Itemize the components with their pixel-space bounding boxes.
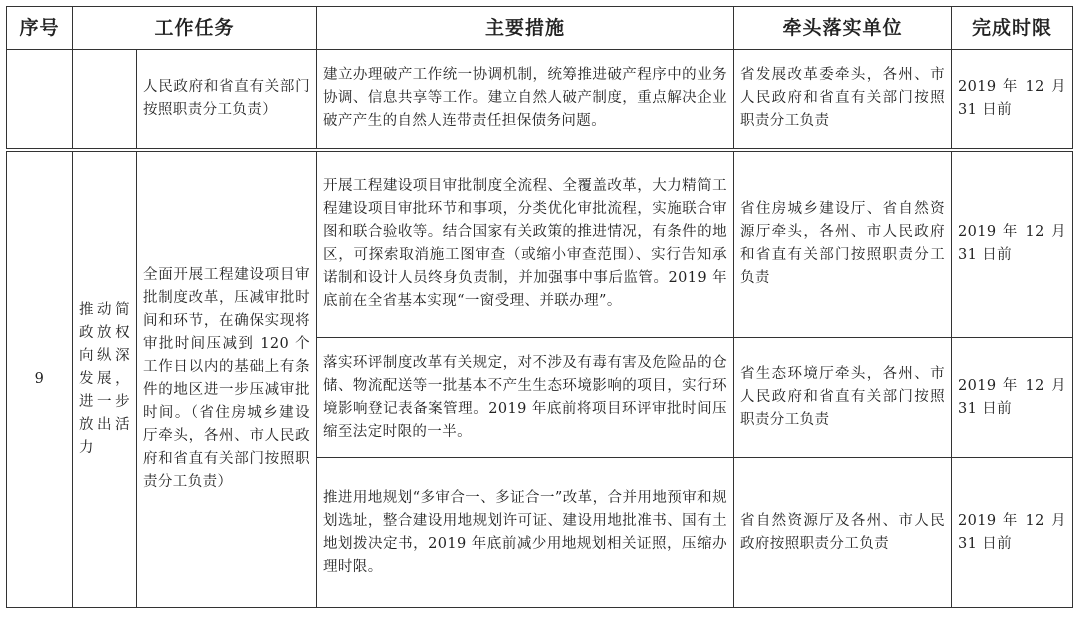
cell-lead-unit: 省住房城乡建设厅、省自然资源厅牵头，各州、市人民政府和省直有关部门按照职责分工负责 [734,150,952,338]
table-row-continued [7,50,1073,150]
cell-deadline: 2019 年 12 月 31 日前 [952,338,1073,458]
cell-task: 人民政府和省直有关部门按照职责分工负责） [137,50,317,150]
cell-measures: 建立办理破产工作统一协调机制，统筹推进破产程序中的业务协调、信息共享等工作。建立自然人破产制度，重点解决企业破产产生的自然人连带责任担保债务问题。 [317,50,734,150]
cell-task: 全面开展工程建设项目审批制度改革，压减审批时间和环节，在确保实现将审批时间压减到 120 个工作日以内的基础上有条件的地区进一步压减审批时间。（省住房城乡建设厅牵头，各州、市人民政府和省直有关部门按照职责分工负责） [137,150,317,608]
header-lead-unit: 牵头落实单位 [734,7,952,50]
cell-category-empty [73,50,137,150]
cell-lead-unit: 省生态环境厅牵头，各州、市人民政府和省直有关部门按照职责分工负责 [734,338,952,458]
cell-lead-unit: 省发展改革委牵头，各州、市人民政府和省直有关部门按照职责分工负责 [734,50,952,150]
cell-measures: 开展工程建设项目审批制度全流程、全覆盖改革，大力精简工程建设项目审批环节和事项，分类优化审批流程，实施联合审图和联合验收等。结合国家有关政策的推进情况，有条件的地区，可探索取消施工图审查（或缩小审查范围）、实行告知承诺制和设计人员终身负责制，并加强事中事后监管。2019 年底前在全省基本实现“一窗受理、并联办理”。 [317,150,734,338]
cell-deadline: 2019 年 12 月 31 日前 [952,50,1073,150]
header-task: 工作任务 [73,7,317,50]
table-row [7,150,1073,338]
cell-measures: 推进用地规划“多审合一、多证合一”改革，合并用地预审和规划选址，整合建设用地规划许可证、建设用地批准书、国有土地划拨决定书，2019 年底前减少用地规划相关证照，压缩办理时限。 [317,458,734,608]
header-deadline: 完成时限 [952,7,1073,50]
cell-category: 推动简政放权向纵深发展，进一步放出活力 [73,150,137,608]
cell-deadline: 2019 年 12 月 31 日前 [952,150,1073,338]
header-row [7,7,1073,50]
header-measures: 主要措施 [317,7,734,50]
cell-deadline: 2019 年 12 月 31 日前 [952,458,1073,608]
cell-no-empty [7,50,73,150]
cell-no: 9 [7,150,73,608]
header-no: 序号 [7,7,73,50]
measures-table [6,6,1073,608]
cell-lead-unit: 省自然资源厅及各州、市人民政府按照职责分工负责 [734,458,952,608]
cell-measures: 落实环评制度改革有关规定，对不涉及有毒有害及危险品的仓储、物流配送等一批基本不产生生态环境影响的项目，实行环境影响登记表备案管理。2019 年底前将项目环评审批时间压缩至法定时限的一半。 [317,338,734,458]
